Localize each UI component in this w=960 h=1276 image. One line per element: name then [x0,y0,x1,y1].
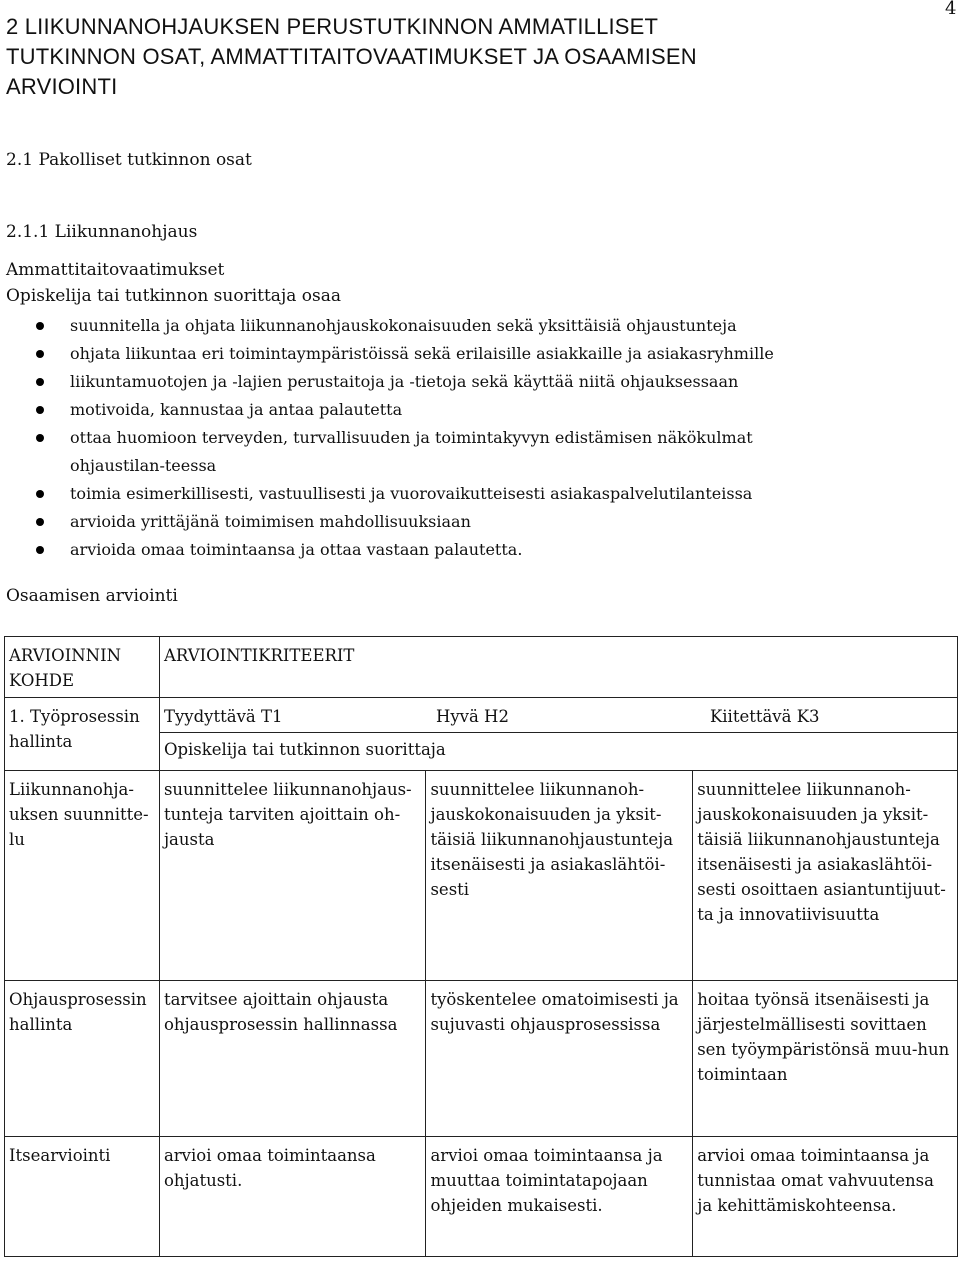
requirements-title: Ammattitaitovaatimukset [6,260,225,280]
page-number: 4 [945,0,957,19]
object-cell: Ohjausprosessin hallinta [5,981,160,1137]
grade-labels [160,698,957,733]
list-item-text: ohjata liikuntaa eri toimintaympäristöissä sekä erilaisille asiakkaille ja asiakasryhmille [70,344,774,363]
list-item [0,396,900,424]
criteria-h2-cell: työskentelee omatoimisesti ja sujuvasti ohjausprosessissa [426,981,693,1137]
table-grade-row [5,698,958,771]
list-item [0,480,900,508]
requirements-intro: Opiskelija tai tutkinnon suorittaja osaa [6,286,341,306]
header-criteria [159,637,957,698]
heading-line: ARVIOINTI [6,74,118,99]
chapter-heading [6,12,906,102]
list-item-text: suunnitella ja ohjata liikunnanohjauskokonaisuuden sekä yksittäisiä ohjaustunteja [70,316,737,335]
criteria-h2-cell: arvioi omaa toimintaansa ja muuttaa toimintatapojaan ohjeiden mukaisesti. [426,1137,693,1257]
heading-line: TUTKINNON OSAT, AMMATTITAITOVAATIMUKSET JA OSAAMISEN [6,44,697,69]
table-row [5,981,958,1137]
bullet-icon [36,490,44,498]
grade-h2: Hyvä H2 [435,707,509,726]
list-item-text: liikuntamuotojen ja -lajien perustaitoja ja -tietoja sekä käyttää niitä ohjauksessaan [70,372,739,391]
bullet-icon [36,546,44,554]
student-label: Opiskelija tai tutkinnon suorittaja [163,740,446,759]
section-title: 2.1 Pakolliset tutkinnon osat [6,150,252,170]
list-item-text: toimia esimerkillisesti, vastuullisesti ja vuorovaikutteisesti asiakaspalvelutilanteissa [70,484,753,503]
criteria-k3-cell: hoitaa työnsä itsenäisesti ja järjestelmällisesti sovittaen sen työympäristönsä muu-hun toimintaan [693,981,958,1137]
bullet-icon [36,378,44,386]
criteria-k3-cell: suunnittelee liikunnanoh-jauskokonaisuuden ja yksit-täisiä liikunnanohjaustunteja itsenäisesti ja asiakaslähtöi-sesti osoittaen asiantuntijuut-ta ja innovatiivisuutta [693,771,958,981]
criteria-t1-cell: tarvitsee ajoittain ohjausta ohjausprosessin hallinnassa [159,981,426,1137]
list-item-text: ottaa huomioon terveyden, turvallisuuden ja toimintakyvyn edistämisen näkökulmat ohjaustilan-teessa [70,428,753,475]
bullet-icon [36,350,44,358]
table-row [5,771,958,981]
list-item-text: motivoida, kannustaa ja antaa palautetta [70,400,403,419]
heading-line: 2 LIIKUNNANOHJAUKSEN PERUSTUTKINNON AMMATILLISET [6,14,659,39]
list-item [0,424,850,480]
bullet-icon [36,434,44,442]
assessment-title: Osaamisen arviointi [6,586,178,606]
assessment-table [4,636,958,1257]
header-object-text: ARVIOINNIN KOHDE [9,646,122,690]
list-item-text: arvioida yrittäjänä toimimisen mahdollisuuksiaan [70,512,471,531]
list-item [0,340,900,368]
list-item-text: arvioida omaa toimintaansa ja ottaa vastaan palautetta. [70,540,523,559]
criteria-t1-cell: arvioi omaa toimintaansa ohjatusti. [159,1137,426,1257]
criteria-h2-cell: suunnittelee liikunnanoh-jauskokonaisuuden ja yksit-täisiä liikunnanohjaustunteja itsenäisesti ja asiakaslähtöi-sesti [426,771,693,981]
list-item [0,536,900,564]
criteria-t1-cell: suunnittelee liikunnanohjaus-tunteja tarviten ajoittain oh-jausta [159,771,426,981]
requirements-list [0,312,900,564]
list-item [0,312,900,340]
header-criteria-text: ARVIOINTIKRITEERIT [163,646,355,665]
criteria-k3-cell: arvioi omaa toimintaansa ja tunnistaa omat vahvuutensa ja kehittämiskohteensa. [693,1137,958,1257]
object-cell: Itsearviointi [5,1137,160,1257]
header-object [5,637,160,698]
bullet-icon [36,406,44,414]
grade-t1: Tyydyttävä T1 [163,707,283,726]
list-item [0,368,900,396]
grade-k3: Kiitettävä K3 [709,707,820,726]
list-item [0,508,900,536]
bullet-icon [36,518,44,526]
grades-cell [159,698,957,771]
table-header-row [5,637,958,698]
object-cell: Liikunnanohja-uksen suunnitte-lu [5,771,160,981]
object-cell: 1. Työprosessin hallinta [5,698,160,771]
table-row [5,1137,958,1257]
bullet-icon [36,322,44,330]
subsection-title: 2.1.1 Liikunnanohjaus [6,222,198,242]
